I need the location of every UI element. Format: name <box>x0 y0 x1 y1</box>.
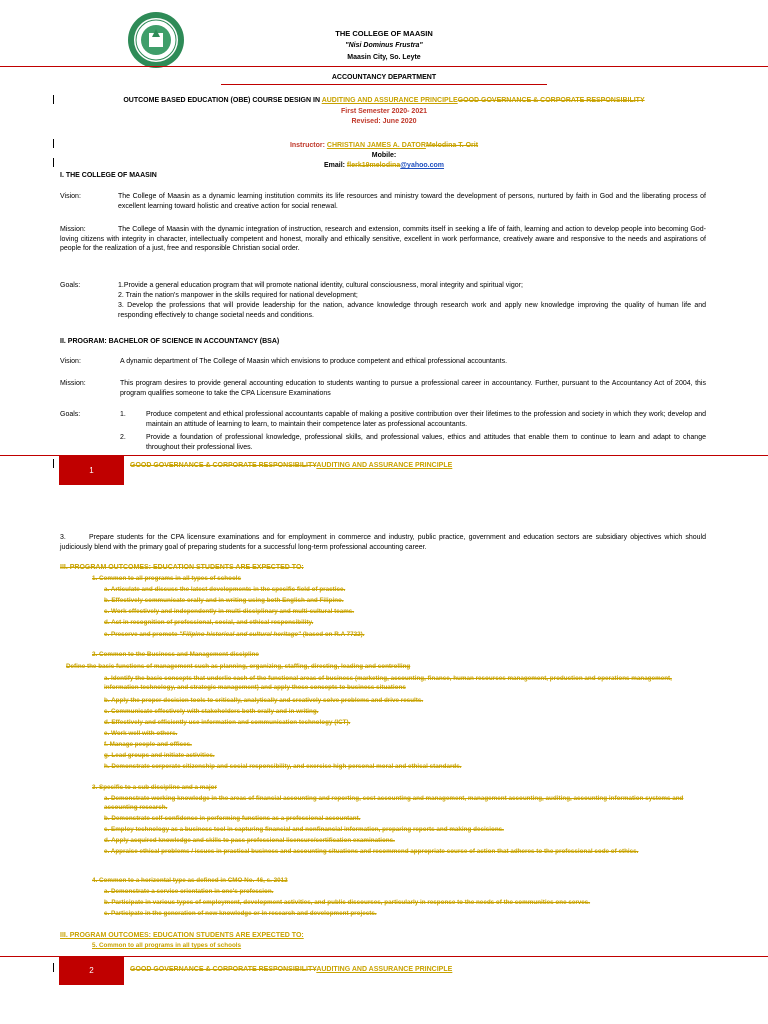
program-vision: A dynamic department of The College of Maasin which envisions to produce competent and ethical professional accountants. <box>120 358 508 365</box>
section-title-college: I. THE COLLEGE OF MAASIN <box>60 172 157 179</box>
outcome-2h: h. Demonstrate corporate citizenship and social responsibility, and exercise high personal moral and ethical standards. <box>104 763 462 770</box>
outcome-3b: b. Demonstrate self-confidence in performing functions as a professional accountant. <box>104 815 361 822</box>
change-bar <box>53 963 54 972</box>
college-address: Maasin City, So. Leyte <box>347 54 421 61</box>
outcome-group-1: 1. Common to all programs in all types of schools <box>92 575 242 582</box>
footer-course-old: GOOD GOVERNANCE & CORPORATE RESPONSIBILITY <box>130 462 317 469</box>
section-title-program: II. PROGRAM: BACHELOR OF SCIENCE IN ACCOUNTANCY (BSA) <box>60 338 280 345</box>
program-mission-label: Mission: <box>60 380 86 387</box>
program-goal-2-number: 2. <box>120 434 126 441</box>
outcome-2e: e. Work well with others. <box>104 730 178 737</box>
outcome-2f: f. Manage people and offices. <box>104 741 192 748</box>
outcome-4c: c. Participate in the generation of new knowledge or in research and development projects. <box>104 910 377 917</box>
outcome-3d: d. Apply acquired knowledge and skills to pass professional licensure/certification examinations. <box>104 837 395 844</box>
outcome-1e <box>104 631 364 640</box>
change-bar <box>53 139 54 148</box>
outcome-2g: g. Lead groups and initiate activities. <box>104 752 215 759</box>
college-vision: The College of Maasin as a dynamic learning institution commits its life resources and ministry toward the development of persons, nurtured by faith in God and the liberating process of excellent learning toward holistic and creative action for social renewal. <box>118 193 706 210</box>
outcome-1c: c. Work effectively and independently in multi-disciplinary and multi-cultural teams. <box>104 608 355 615</box>
program-mission: This program desires to provide general accounting education to students wanting to pursue a professional career in accountancy. Further, pursuant to the Accountancy Act of 2004, this program qualifies someone to take the CPA Licensure Examinations <box>120 380 706 397</box>
email-old: flerk19melodina <box>346 162 401 169</box>
outcome-2c: c. Communicate effectively with stakeholders both orally and in writing. <box>104 708 319 715</box>
change-bar <box>53 459 54 468</box>
college-seal-logo <box>127 11 185 69</box>
program-goal-3-number: 3. <box>60 534 66 541</box>
outcomes-title: III. PROGRAM OUTCOMES: EDUCATION STUDENTS ARE EXPECTED TO: <box>60 932 304 939</box>
program-vision-label: Vision: <box>60 358 81 365</box>
vision-label: Vision: <box>60 193 81 200</box>
course-old: GOOD GOVERNANCE & CORPORATE RESPONSIBILITY <box>457 97 645 104</box>
footer-course <box>130 461 452 471</box>
header-divider <box>0 66 768 67</box>
outcome-3c: c. Employ technology as a business tool in capturing financial and nonfinancial information, preparing reports and making decisions. <box>104 826 504 833</box>
outcome-group-4: 4. Common to a horizontal type as defined in CMO No. 46, s. 2012 <box>92 877 288 884</box>
instructor-label: Instructor: <box>289 142 327 149</box>
email-line[interactable] <box>284 161 484 171</box>
outcome-1e-text: e. Preserve and promote <box>104 631 180 638</box>
college-motto: "Nisi Dominus Frustra" <box>345 42 423 49</box>
college-goal-3: 3. Develop the professions that will provide leadership for the nation, advance knowledge through research work and apply new knowledge improving the quality of human life and responding effectively to change societal needs and conditions. <box>118 302 706 319</box>
outcome-group-2: 2. Common to the Business and Management discipline <box>92 651 259 658</box>
instructor-old: Melodina T. Orit <box>425 142 479 149</box>
goals-label: Goals: <box>60 282 81 289</box>
college-goal-2: 2. Train the nation's manpower in the skills required for national development; <box>118 292 358 299</box>
outcome-group-5: 5. Common to all programs in all types of schools <box>92 942 242 949</box>
program-goal-2: Provide a foundation of professional knowledge, professional skills, and professional values, ethics and attitudes that enable them to continue to learn and adapt to change throughout their professional lives. <box>146 434 706 451</box>
department-underline <box>221 84 547 85</box>
outcome-1a: a. Articulate and discuss the latest developments in the specific field of practice. <box>104 586 346 593</box>
revised-date: Revised: June 2020 <box>351 118 417 125</box>
outcome-3a: a. Demonstrate working knowledge in the areas of financial accounting and reporting, cost accounting and management, management accounting, auditing, accounting information systems and accounting research. <box>104 795 684 811</box>
course-title <box>80 96 688 106</box>
mission-label: Mission: <box>60 226 86 233</box>
footer-course-2 <box>130 965 452 975</box>
email-link[interactable]: @yahoo.com <box>400 162 445 169</box>
instructor-line <box>234 141 534 151</box>
outcome-4b: b. Participate in various types of employment, development activities, and public discourses, particularly in response to the needs of the communities one serves. <box>104 899 591 906</box>
outcome-group-3: 3. Specific to a sub discipline and a major <box>92 784 217 791</box>
footer-course-new-2: AUDITING AND ASSURANCE PRINCIPLE <box>316 966 453 973</box>
email-label: Email: <box>323 162 347 169</box>
outcome-1b: b. Effectively communicate orally and in writing using both English and Filipino. <box>104 597 344 604</box>
footer-course-old-2: GOOD GOVERNANCE & CORPORATE RESPONSIBILITY <box>130 966 317 973</box>
course-prefix: OUTCOME BASED EDUCATION (OBE) COURSE DESIGN IN <box>123 97 322 104</box>
change-bar <box>53 158 54 167</box>
outcomes-title-struck: III. PROGRAM OUTCOMES: EDUCATION STUDENTS ARE EXPECTED TO: <box>60 564 304 571</box>
outcome-2b: b. Apply the proper decision tools to critically, analytically and creatively solve problems and drive results. <box>104 697 424 704</box>
change-bar <box>53 95 54 104</box>
footer-course-new: AUDITING AND ASSURANCE PRINCIPLE <box>316 462 453 469</box>
program-goal-1-number: 1. <box>120 411 126 418</box>
course-new: AUDITING AND ASSURANCE PRINCIPLE <box>321 97 458 104</box>
program-goal-1: Produce competent and ethical professional accountants capable of making a positive contribution over their lifetimes to the profession and society in which they work; develop and maintain an attitude of learning to learn, to maintain their competence later as professional accountants. <box>146 411 706 428</box>
semester: First Semester 2020- 2021 <box>341 108 427 115</box>
department-title: ACCOUNTANCY DEPARTMENT <box>331 74 437 81</box>
outcome-2-define: Define the basic functions of management such as planning, organizing, staffing, directing, leading and controlling <box>66 663 411 670</box>
page-number-box-2: 2 <box>59 957 124 985</box>
program-goal-3: Prepare students for the CPA licensure examinations and for employment in commerce and industry, public practice, government and education sectors are subsidiary objectives which should judiciously blend with the primary goal of preparing students for a successful long-term professional accounting career. <box>60 534 706 551</box>
mobile-label: Mobile: <box>371 152 397 159</box>
outcome-1e-ref: (based on R.A 7722). <box>301 631 365 638</box>
outcome-3e: e. Appraise ethical problems / issues in practical business and accounting situations and recommend appropriate course of action that adheres to the professional code of ethics. <box>104 848 639 855</box>
college-name: THE COLLEGE OF MAASIN <box>335 29 433 38</box>
instructor-new: CHRISTIAN JAMES A. DATOR <box>326 142 426 149</box>
outcome-2a: a. Identify the basic concepts that underlie each of the functional areas of business (marketing, accounting, finance, human resources management, production and operations management, information technology, and strategic management) and apply these concepts to business situations <box>104 675 672 691</box>
program-goals-label: Goals: <box>60 411 81 418</box>
outcome-4a: a. Demonstrate a service orientation in one's profession. <box>104 888 274 895</box>
outcome-2d: d. Effectively and efficiently use information and communication technology (ICT). <box>104 719 351 726</box>
outcome-1d: d. Act in recognition of professional, social, and ethical responsibility. <box>104 619 314 626</box>
college-mission: The College of Maasin with the dynamic integration of instruction, research and extension, commits itself in seeking a life of faith, learning and action to develop people into becoming God-loving citizens with integrity in character, intellectually competent and honest, morally and ethically sensitive, excellent in work performance, creatively aware and responsive to the needs and aspirations of people for the realization of a just, free and responsible Christian social order. <box>60 226 706 252</box>
outcome-1e-italic: "Filipino historical and cultural heritage" <box>179 631 302 638</box>
college-goal-1: 1.Provide a general education program that will promote national identity, cultural consciousness, moral integrity and spiritual vigor; <box>118 282 523 289</box>
page-number-box: 1 <box>59 456 124 485</box>
